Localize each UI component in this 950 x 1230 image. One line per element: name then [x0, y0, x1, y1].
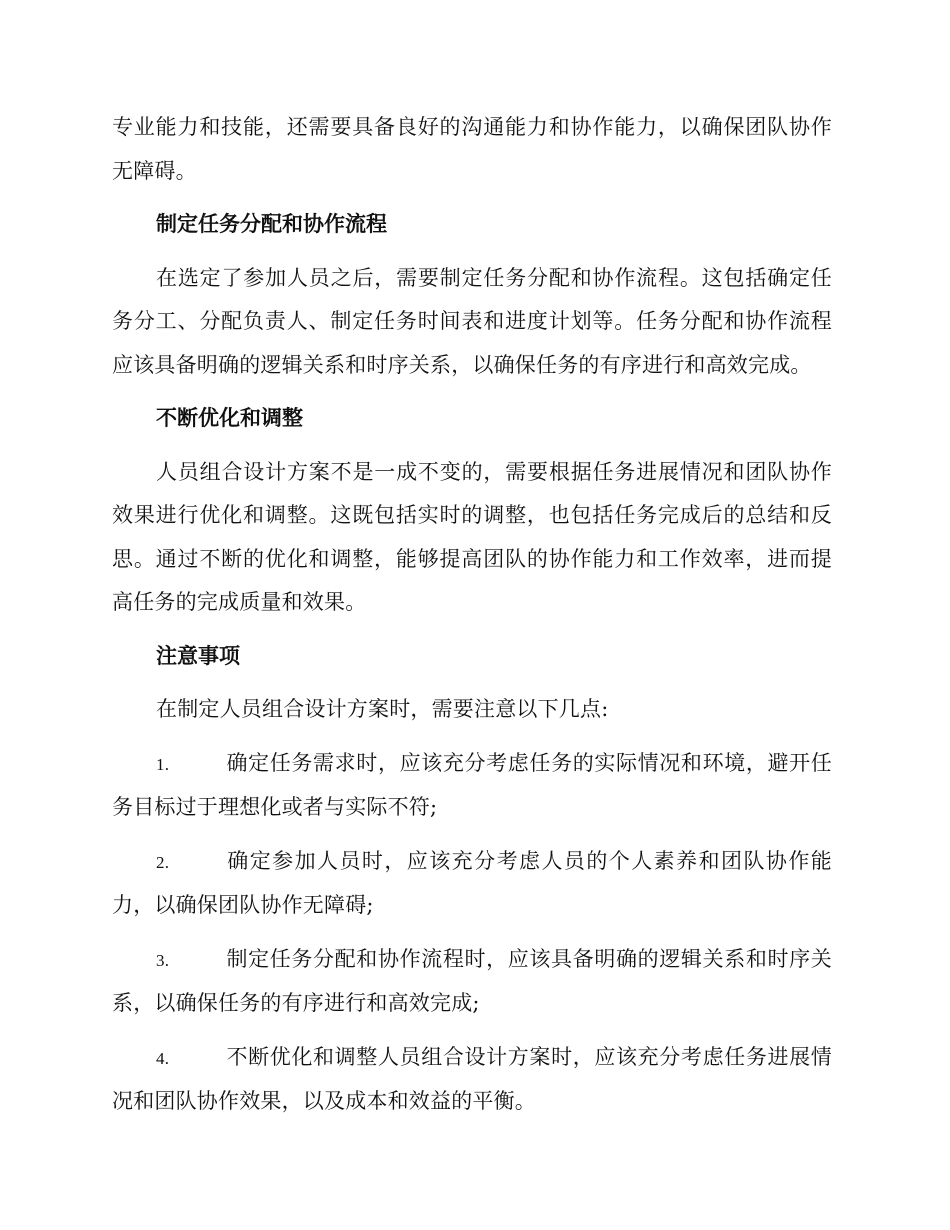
document-page [112, 106, 832, 1124]
section-heading-task: 制定任务分配和协作流程 [156, 212, 387, 236]
list-item-text: 确定参加人员时，应该充分考虑人员的个人素养和团队协作能力，以确保团队协作无障碍; [112, 848, 832, 917]
intro-paragraph: 专业能力和技能，还需要具备良好的沟通能力和协作能力，以确保团队协作无障碍。 [112, 115, 832, 183]
section-heading-optimize: 不断优化和调整 [156, 406, 303, 430]
list-item-number: 4. [156, 1048, 170, 1068]
list-item-number: 3. [156, 950, 170, 970]
notes-intro: 在制定人员组合设计方案时，需要注意以下几点: [156, 697, 609, 721]
section-body-task: 在选定了参加人员之后，需要制定任务分配和协作流程。这包括确定任务分工、分配负责人、制定任务时间表和进度计划等。任务分配和协作流程应该具备明确的逻辑关系和时序关系，以确保任务的有序进行和高效完成。 [112, 265, 832, 377]
section-heading-notes: 注意事项 [156, 643, 240, 668]
list-item-text: 不断优化和调整人员组合设计方案时，应该充分考虑任务进展情况和团队协作效果，以及成本和效益的平衡。 [112, 1044, 832, 1113]
list-item [112, 938, 832, 1026]
list-item [112, 840, 832, 928]
list-item-text: 制定任务分配和协作流程时，应该具备明确的逻辑关系和时序关系，以确保任务的有序进行和高效完成; [112, 946, 832, 1015]
list-item [112, 742, 832, 830]
list-item-text: 确定任务需求时，应该充分考虑任务的实际情况和环境，避开任务目标过于理想化或者与实际不符; [112, 750, 832, 819]
section-body-optimize: 人员组合设计方案不是一成不变的，需要根据任务进展情况和团队协作效果进行优化和调整。这既包括实时的调整，也包括任务完成后的总结和反思。通过不断的优化和调整，能够提高团队的协作能力和工作效率，进而提高任务的完成质量和效果。 [112, 459, 832, 614]
list-item-number: 2. [156, 852, 170, 872]
list-item-number: 1. [156, 754, 170, 774]
list-item [112, 1036, 832, 1124]
